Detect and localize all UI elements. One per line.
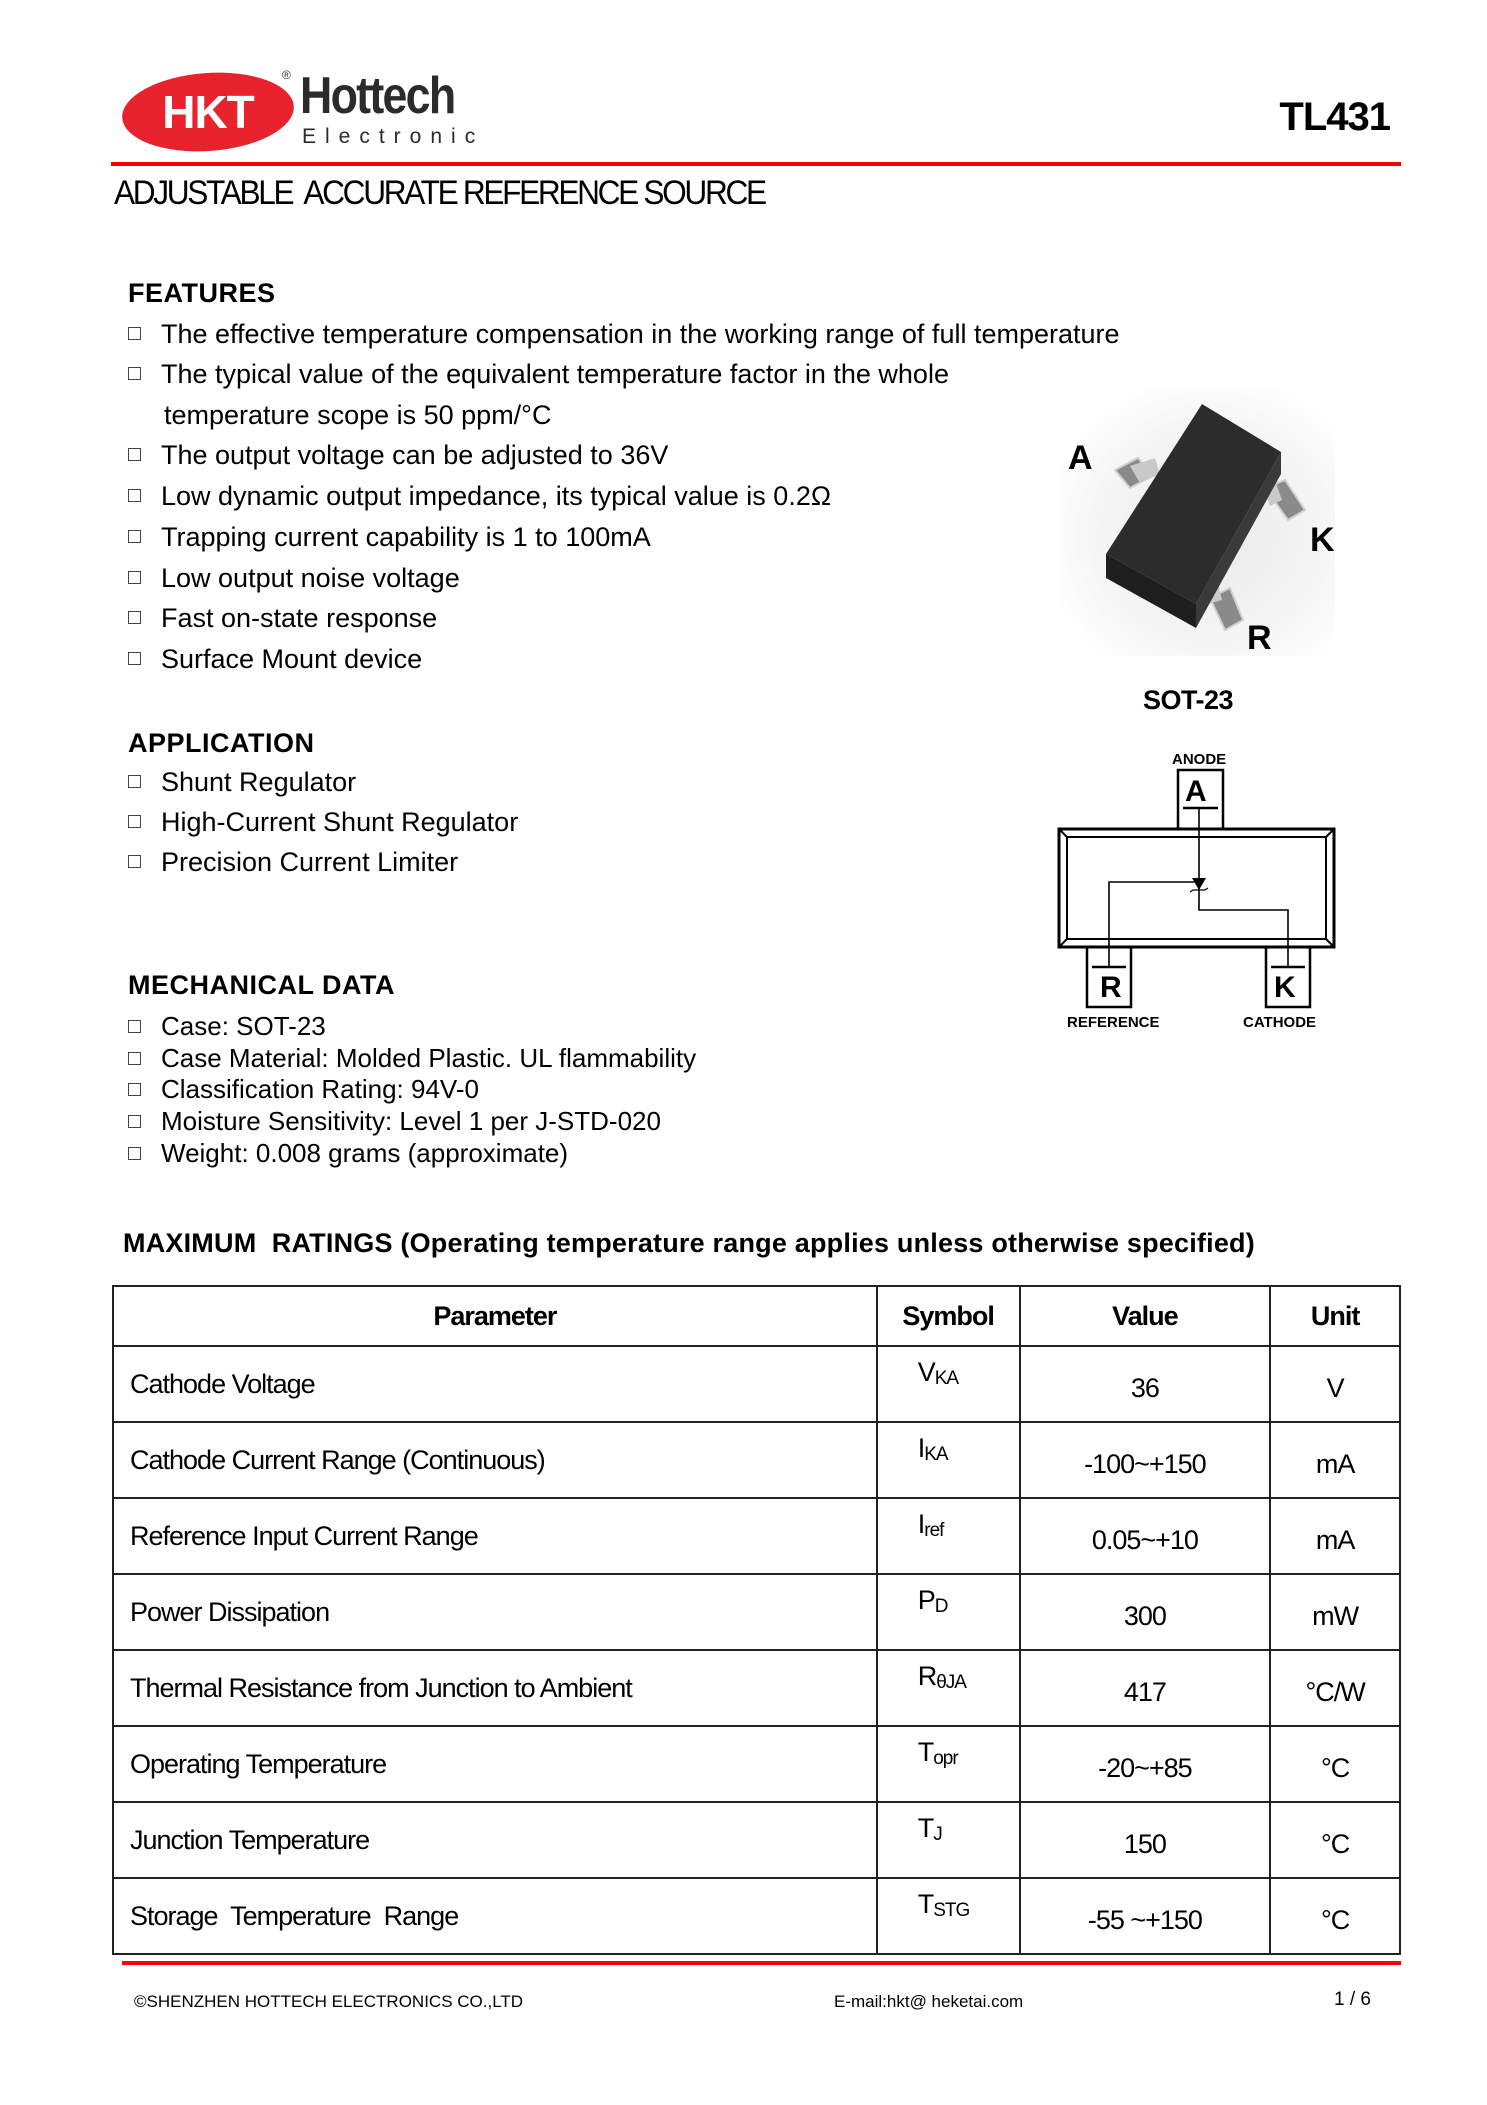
unit-cell: mW <box>1270 1574 1400 1650</box>
symbol-main: I <box>917 1433 925 1463</box>
application-item <box>128 766 356 798</box>
symbol-subscript: θJA <box>936 1672 966 1693</box>
column-header-value: Value <box>1020 1286 1271 1346</box>
mechanical-item <box>128 1042 696 1074</box>
checkbox-bullet-icon <box>128 367 141 380</box>
table-row <box>113 1498 1400 1574</box>
table-row <box>113 1878 1400 1954</box>
mechanical-text: Weight: 0.008 grams (approximate) <box>161 1138 569 1168</box>
symbol-main: V <box>917 1357 935 1387</box>
page-title: ADJUSTABLE ACCURATE REFERENCE SOURCE <box>114 174 765 212</box>
feature-text: temperature scope is 50 ppm/°C <box>164 400 552 430</box>
checkbox-bullet-icon <box>128 530 141 543</box>
symbol-cell <box>877 1346 1020 1422</box>
symbol-subscript: J <box>933 1824 942 1845</box>
parameter-cell: Operating Temperature <box>113 1726 877 1802</box>
value-cell: 300 <box>1020 1574 1271 1650</box>
table-row <box>113 1574 1400 1650</box>
mechanical-item <box>128 1073 479 1105</box>
logo-company-subname: Electronic <box>302 125 485 148</box>
feature-item <box>128 643 422 675</box>
feature-item <box>128 480 831 512</box>
footer-copyright: ©SHENZHEN HOTTECH ELECTRONICS CO.,LTD <box>134 1992 524 2011</box>
unit-cell: V <box>1270 1346 1400 1422</box>
parameter-cell: Junction Temperature <box>113 1802 877 1878</box>
mechanical-text: Case Material: Molded Plastic. UL flammability <box>161 1043 697 1073</box>
column-header-parameter: Parameter <box>113 1286 877 1346</box>
mechanical-item <box>128 1105 661 1137</box>
symbol-main: R <box>917 1661 937 1691</box>
table-row <box>113 1422 1400 1498</box>
parameter-cell: Power Dissipation <box>113 1574 877 1650</box>
checkbox-bullet-icon <box>128 1052 141 1065</box>
mechanical-text: Classification Rating: 94V-0 <box>161 1074 479 1104</box>
symbol-cell <box>877 1422 1020 1498</box>
table-header-row <box>113 1286 1400 1346</box>
value-cell: -55 ~+150 <box>1020 1878 1271 1954</box>
max-ratings-heading: MAXIMUM RATINGS (Operating temperature range applies unless otherwise specified) <box>123 1228 1255 1258</box>
checkbox-bullet-icon <box>128 815 141 828</box>
symbol-subscript: KA <box>934 1368 959 1389</box>
application-heading: APPLICATION <box>128 728 315 758</box>
checkbox-bullet-icon <box>128 1083 141 1096</box>
feature-text: Low dynamic output impedance, its typical value is 0.2Ω <box>161 481 832 511</box>
max-ratings-table <box>112 1285 1401 1955</box>
symbol-cell <box>877 1726 1020 1802</box>
application-text: High-Current Shunt Regulator <box>161 807 519 837</box>
unit-cell: mA <box>1270 1422 1400 1498</box>
symbol-main: T <box>917 1889 934 1919</box>
cathode-label: CATHODE <box>1243 1014 1317 1031</box>
feature-item <box>128 562 460 594</box>
feature-item <box>128 358 949 390</box>
unit-cell: mA <box>1270 1498 1400 1574</box>
feature-item <box>128 521 651 553</box>
mechanical-text: Case: SOT-23 <box>161 1011 326 1041</box>
checkbox-bullet-icon <box>128 327 141 340</box>
application-text: Shunt Regulator <box>161 767 357 797</box>
parameter-cell: Cathode Current Range (Continuous) <box>113 1422 877 1498</box>
anode-pin-letter: A <box>1185 775 1207 808</box>
checkbox-bullet-icon <box>128 652 141 665</box>
application-item <box>128 846 458 878</box>
table-row <box>113 1726 1400 1802</box>
parameter-cell: Thermal Resistance from Junction to Ambient <box>113 1650 877 1726</box>
anode-label: ANODE <box>1172 751 1227 768</box>
column-header-symbol: Symbol <box>877 1286 1020 1346</box>
package-image <box>1060 388 1335 656</box>
feature-text: Low output noise voltage <box>161 563 460 593</box>
symbol-main: T <box>917 1813 934 1843</box>
feature-text: The effective temperature compensation in the working range of full temperature <box>161 319 1120 349</box>
page-indicator: 1 / 6 <box>1334 1989 1371 2010</box>
logo-badge-text: HKT <box>162 86 254 138</box>
symbol-main: P <box>917 1585 935 1615</box>
table-row <box>113 1650 1400 1726</box>
value-cell: 36 <box>1020 1346 1271 1422</box>
symbol-cell <box>877 1802 1020 1878</box>
checkbox-bullet-icon <box>128 1115 141 1128</box>
features-heading: FEATURES <box>128 278 276 308</box>
parameter-cell: Reference Input Current Range <box>113 1498 877 1574</box>
footer-email[interactable]: E-mail:hkt@ heketai.com <box>834 1992 1024 2011</box>
value-cell: 417 <box>1020 1650 1271 1726</box>
column-header-unit: Unit <box>1270 1286 1400 1346</box>
feature-text: The typical value of the equivalent temperature factor in the whole <box>161 359 949 389</box>
symbol-subscript: D <box>934 1596 948 1617</box>
mechanical-item <box>128 1137 568 1169</box>
mechanical-text: Moisture Sensitivity: Level 1 per J-STD-020 <box>161 1106 661 1136</box>
symbol-subscript: KA <box>924 1444 948 1465</box>
feature-item <box>128 318 1120 350</box>
application-text: Precision Current Limiter <box>161 847 459 877</box>
value-cell: -100~+150 <box>1020 1422 1271 1498</box>
header-divider <box>111 162 1401 166</box>
value-cell: 150 <box>1020 1802 1271 1878</box>
symbol-cell <box>877 1878 1020 1954</box>
feature-item <box>128 602 437 634</box>
symbol-main: I <box>917 1509 925 1539</box>
symbol-main: T <box>917 1737 934 1767</box>
checkbox-bullet-icon <box>128 1147 141 1160</box>
unit-cell: °C/W <box>1270 1650 1400 1726</box>
mechanical-item <box>128 1010 326 1042</box>
mechanical-heading: MECHANICAL DATA <box>128 970 395 1000</box>
checkbox-bullet-icon <box>128 855 141 868</box>
checkbox-bullet-icon <box>128 571 141 584</box>
application-item <box>128 806 518 838</box>
cathode-pin-letter: K <box>1274 971 1296 1004</box>
pin-label-r: R <box>1247 619 1272 657</box>
checkbox-bullet-icon <box>128 1020 141 1033</box>
symbol-subscript: STG <box>933 1900 970 1921</box>
footer-divider <box>122 1961 1401 1965</box>
sot23-package-icon <box>1060 388 1335 656</box>
part-number: TL431 <box>1279 95 1390 139</box>
symbol-cell <box>877 1650 1020 1726</box>
unit-cell: °C <box>1270 1878 1400 1954</box>
feature-text: Trapping current capability is 1 to 100mA <box>161 522 651 552</box>
checkbox-bullet-icon <box>128 775 141 788</box>
symbol-subscript: opr <box>933 1748 958 1769</box>
value-cell: 0.05~+10 <box>1020 1498 1271 1574</box>
pin-label-k: K <box>1310 521 1335 559</box>
symbol-cell <box>877 1574 1020 1650</box>
parameter-cell: Cathode Voltage <box>113 1346 877 1422</box>
checkbox-bullet-icon <box>128 489 141 502</box>
package-caption: SOT-23 <box>1143 685 1234 715</box>
feature-text: The output voltage can be adjusted to 36V <box>161 440 669 470</box>
feature-item <box>128 439 668 471</box>
symbol-subscript: ref <box>924 1520 944 1541</box>
checkbox-bullet-icon <box>128 611 141 624</box>
reference-pin-letter: R <box>1100 971 1122 1004</box>
registered-mark: ® <box>282 68 291 82</box>
unit-cell: °C <box>1270 1726 1400 1802</box>
symbol-cell <box>877 1498 1020 1574</box>
feature-text: Surface Mount device <box>161 644 423 674</box>
value-cell: -20~+85 <box>1020 1726 1271 1802</box>
feature-item-continuation <box>164 399 551 431</box>
table-row <box>113 1802 1400 1878</box>
checkbox-bullet-icon <box>128 448 141 461</box>
pin-label-a: A <box>1068 439 1093 477</box>
feature-text: Fast on-state response <box>161 603 438 633</box>
reference-label: REFERENCE <box>1067 1014 1160 1031</box>
unit-cell: °C <box>1270 1802 1400 1878</box>
parameter-cell: Storage Temperature Range <box>113 1878 877 1954</box>
logo-company-name: Hottech <box>300 67 455 125</box>
table-row <box>113 1346 1400 1422</box>
